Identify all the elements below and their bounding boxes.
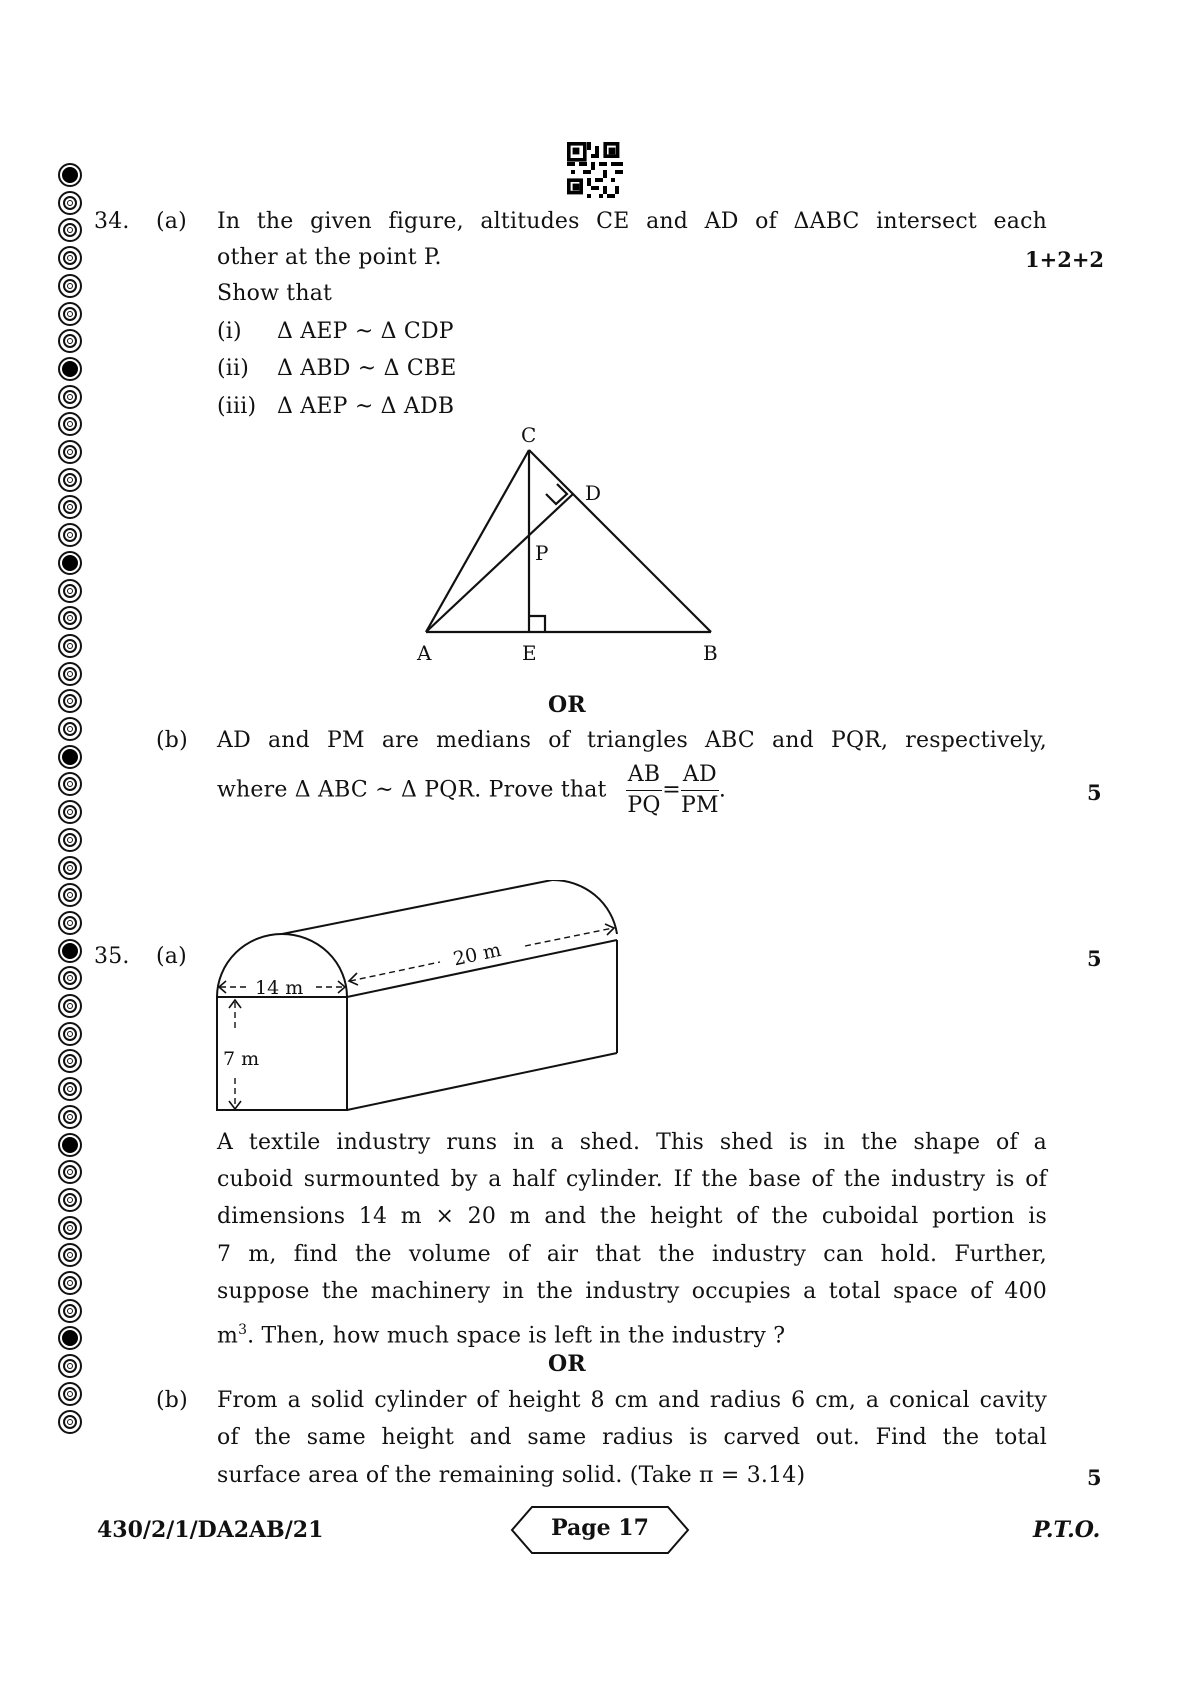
length-label: 20 m xyxy=(451,938,504,971)
page-number-badge xyxy=(510,1505,690,1555)
period: . xyxy=(718,777,727,803)
label-d: D xyxy=(585,481,602,505)
concentric-circle-icon xyxy=(58,329,82,353)
concentric-circle-icon xyxy=(58,1382,82,1406)
concentric-circle-icon xyxy=(58,856,82,880)
concentric-circle-icon xyxy=(58,717,82,741)
concentric-circle-icon xyxy=(58,302,82,326)
concentric-circle-icon xyxy=(58,1299,82,1323)
filled-circle-icon xyxy=(58,745,82,769)
question-34b-marks: 5 xyxy=(1087,780,1102,805)
fraction-numerator: AB xyxy=(626,760,662,791)
filled-circle-icon xyxy=(58,357,82,381)
equals-sign: = xyxy=(662,777,681,803)
concentric-circle-icon xyxy=(58,1354,82,1378)
or-separator-35: OR xyxy=(548,1351,586,1377)
concentric-circle-icon xyxy=(58,495,82,519)
question-35a-line-1: A textile industry runs in a shed. This shed is in the shape of a xyxy=(217,1130,1047,1155)
pto-label: P.T.O. xyxy=(1033,1517,1101,1543)
question-34b-label: (b) xyxy=(156,728,188,753)
question-35b-line-2: of the same height and same radius is carved out. Find the total xyxy=(217,1425,1047,1450)
question-35b-line-3: surface area of the remaining solid. (Take π = 3.14) xyxy=(217,1463,806,1488)
height-label: 7 m xyxy=(223,1048,260,1070)
concentric-circle-icon xyxy=(58,191,82,215)
concentric-circle-icon xyxy=(58,1022,82,1046)
concentric-circle-icon xyxy=(58,662,82,686)
concentric-circle-icon xyxy=(58,1049,82,1073)
question-35a-marks: 5 xyxy=(1087,946,1102,971)
filled-circle-icon xyxy=(58,163,82,187)
question-34a-line-1: In the given figure, altitudes CE and AD of ΔABC intersect each xyxy=(217,209,1047,234)
item-i-label: (i) xyxy=(217,319,242,344)
concentric-circle-icon xyxy=(58,1410,82,1434)
concentric-circle-icon xyxy=(58,1243,82,1267)
concentric-circle-icon xyxy=(58,1216,82,1240)
concentric-circle-icon xyxy=(58,689,82,713)
question-35b-line-1: From a solid cylinder of height 8 cm and radius 6 cm, a conical cavity xyxy=(217,1388,1047,1413)
unit-m: m xyxy=(217,1323,239,1349)
item-ii-label: (ii) xyxy=(217,356,250,381)
label-a: A xyxy=(417,641,432,665)
concentric-circle-icon xyxy=(58,579,82,603)
question-35a-line-3: dimensions 14 m × 20 m and the height of the cuboidal portion is xyxy=(217,1204,1047,1229)
question-34a-label: (a) xyxy=(156,209,187,234)
concentric-circle-icon xyxy=(58,1271,82,1295)
fraction-denominator: PQ xyxy=(627,793,661,818)
concentric-circle-icon xyxy=(58,828,82,852)
concentric-circle-icon xyxy=(58,1077,82,1101)
concentric-circle-icon xyxy=(58,246,82,270)
question-35-number: 35. xyxy=(94,944,130,969)
width-label: 14 m xyxy=(255,977,304,999)
concentric-circle-icon xyxy=(58,523,82,547)
question-34b-line-2 xyxy=(217,760,726,821)
concentric-circle-icon xyxy=(58,1105,82,1129)
concentric-circle-icon xyxy=(58,606,82,630)
question-35a-ending: . Then, how much space is left in the industry ? xyxy=(247,1323,786,1349)
question-35a-line-6 xyxy=(217,1313,785,1353)
question-35b-marks: 5 xyxy=(1087,1465,1102,1490)
concentric-circle-icon xyxy=(58,994,82,1018)
shed-figure xyxy=(190,880,650,1120)
question-35b-label: (b) xyxy=(156,1388,188,1413)
item-iii-label: (iii) xyxy=(217,394,257,419)
filled-circle-icon xyxy=(58,939,82,963)
fraction-ad-pm xyxy=(681,760,719,821)
concentric-circle-icon xyxy=(58,218,82,242)
filled-circle-icon xyxy=(58,1326,82,1350)
concentric-circle-icon xyxy=(58,883,82,907)
item-i-text: Δ AEP ~ Δ CDP xyxy=(277,319,454,344)
page-number: Page 17 xyxy=(551,1515,649,1541)
question-35a-line-4: 7 m, find the volume of air that the industry can hold. Further, xyxy=(217,1242,1047,1267)
filled-circle-icon xyxy=(58,1133,82,1157)
concentric-circle-icon xyxy=(58,274,82,298)
question-35a-line-2: cuboid surmounted by a half cylinder. If the base of the industry is of xyxy=(217,1167,1047,1192)
concentric-circle-icon xyxy=(58,412,82,436)
label-e: E xyxy=(522,641,537,665)
filled-circle-icon xyxy=(58,551,82,575)
concentric-circle-icon xyxy=(58,634,82,658)
concentric-circle-icon xyxy=(58,440,82,464)
concentric-circle-icon xyxy=(58,468,82,492)
question-34b-line-1: AD and PM are medians of triangles ABC and PQR, respectively, xyxy=(217,728,1047,753)
concentric-circle-icon xyxy=(58,911,82,935)
concentric-circle-icon xyxy=(58,772,82,796)
question-34-number: 34. xyxy=(94,209,130,234)
or-separator-34: OR xyxy=(548,692,586,718)
label-c: C xyxy=(521,423,537,447)
concentric-circle-icon xyxy=(58,966,82,990)
prove-text: where Δ ABC ~ Δ PQR. Prove that xyxy=(217,777,607,803)
qr-code-icon xyxy=(567,142,623,198)
item-iii-text: Δ AEP ~ Δ ADB xyxy=(277,394,455,419)
registration-circles-icon xyxy=(58,0,90,1683)
item-ii-text: Δ ABD ~ Δ CBE xyxy=(277,356,457,381)
fraction-ab-pq xyxy=(626,760,662,821)
concentric-circle-icon xyxy=(58,800,82,824)
question-34-marks: 1+2+2 xyxy=(1025,247,1105,272)
fraction-numerator: AD xyxy=(681,760,719,791)
label-p: P xyxy=(535,541,549,565)
concentric-circle-icon xyxy=(58,385,82,409)
question-35a-line-5: suppose the machinery in the industry occupies a total space of 400 xyxy=(217,1279,1047,1304)
triangle-figure xyxy=(380,420,730,670)
label-b: B xyxy=(703,641,718,665)
concentric-circle-icon xyxy=(58,1188,82,1212)
superscript-3: 3 xyxy=(238,1322,248,1338)
paper-code: 430/2/1/DA2AB/21 xyxy=(97,1517,324,1543)
question-35a-label: (a) xyxy=(156,944,187,969)
concentric-circle-icon xyxy=(58,1160,82,1184)
fraction-denominator: PM xyxy=(681,793,719,818)
question-34a-line-2: other at the point P. xyxy=(217,245,442,270)
show-that-label: Show that xyxy=(217,281,333,306)
